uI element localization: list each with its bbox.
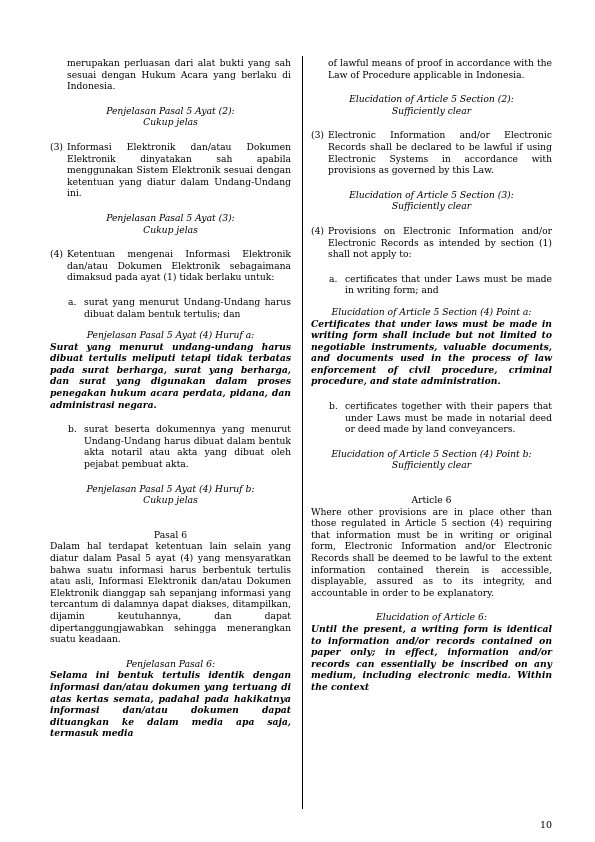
section-4 [50, 249, 291, 284]
point-b [311, 401, 552, 436]
elucidation-heading: Elucidation of Article 5 Section (3): [349, 189, 514, 201]
elucidation-text: Sufficiently clear [391, 201, 472, 213]
point-text: certificates that under Laws must be made in writing form; and [345, 273, 552, 297]
elucidation-text: Selama ini bentuk tertulis identik dengan informasi dan/atau dokumen yang tertuang di atas kertas semata, padahal pada hakikatnya informasi dan/atau dokumen dapat dituangkan ke dalam media apa saja, termasuk media [50, 670, 291, 740]
section-number: (3) [50, 141, 64, 153]
elucidation-heading: Elucidation of Article 5 Section (2): [349, 94, 514, 106]
point-text: surat beserta dokumennya yang menurut Undang-Undang harus dibuat dalam bentuk akta notaril atau akta yang dibuat oleh pejabat pembuat akta. [84, 424, 291, 471]
elucidation-heading: Penjelasan Pasal 6: [125, 658, 216, 670]
point-letter: b. [329, 401, 338, 413]
page-number: 10 [540, 820, 553, 831]
point-a [50, 297, 291, 320]
elucidation-heading: Elucidation of Article 5 Section (4) Point b: [331, 448, 532, 460]
section-number: (4) [50, 249, 64, 261]
section-3 [311, 130, 552, 176]
elucidation-text: Until the present, a writing form is identical to information and/or records contained on paper only; in effect, information and/or records can essentially be inscribed on any medium, including electronic media. Within the context [311, 623, 552, 693]
elucidation-heading: Penjelasan Pasal 5 Ayat (3): [106, 212, 235, 224]
continued-text: of lawful means of proof in accordance with the Law of Procedure applicable in Indonesia. [328, 58, 552, 81]
elucidation-heading: Elucidation of Article 6: [376, 612, 487, 624]
elucidation-text: Sufficiently clear [391, 460, 472, 472]
elucidation-text: Surat yang menurut undang-undang harus dibuat tertulis meliputi tetapi tidak terbatas pada surat berharga, surat yang berharga, dan surat yang digunakan dalam proses penegakan hukum acara perdata, pidana, dan administrasi negara. [50, 341, 291, 411]
elucidation-heading: Penjelasan Pasal 5 Ayat (4) Huruf b: [86, 483, 255, 495]
section-text: Ketentuan mengenai Informasi Elektronik dan/atau Dokumen Elektronik sebagaimana dimaksud pada ayat (1) tidak berlaku untuk: [67, 249, 291, 284]
elucidation-heading: Penjelasan Pasal 5 Ayat (4) Huruf a: [86, 330, 255, 342]
continued-text: merupakan perluasan dari alat bukti yang sah sesuai dengan Hukum Acara yang berlaku di Indonesia. [67, 58, 291, 93]
elucidation-text: Cukup jelas [143, 117, 198, 129]
point-text: certificates together with their papers that under Laws must be made in notarial deed or deed made by land conveyancers. [345, 401, 552, 436]
section-text: Provisions on Electronic Information and/or Electronic Records as intended by section (1) shall not apply to: [328, 225, 552, 261]
point-letter: a. [329, 273, 338, 285]
article-text: Where other provisions are in place other than those regulated in Article 5 section (4) requiring that information must be in writing or original form, Electronic Information and/or Electronic Records shall be deemed to be lawful to the extent information contained therein is accessible, displayable, assured as to its integrity, and accountable in order to be explanatory. [311, 506, 552, 599]
point-text: surat yang menurut Undang-Undang harus dibuat dalam bentuk tertulis; dan [84, 296, 291, 320]
article-title: Article 6 [411, 495, 452, 507]
elucidation-text: Cukup jelas [143, 495, 198, 507]
point-letter: a. [68, 296, 77, 308]
section-3 [50, 142, 291, 200]
english-column [311, 58, 552, 694]
point-letter: b. [68, 424, 77, 436]
elucidation-text: Certificates that under laws must be made in writing form shall include but not limited to negotiable instruments, valuable documents, and documents used in the process of law enforcement of civil procedure, criminal procedure, and state administration. [311, 318, 552, 388]
article-title: Pasal 6 [153, 529, 188, 541]
section-number: (4) [311, 225, 325, 237]
elucidation-heading: Penjelasan Pasal 5 Ayat (2): [106, 105, 235, 117]
point-a [311, 274, 552, 297]
elucidation-text: Sufficiently clear [391, 105, 472, 117]
elucidation-text: Cukup jelas [143, 224, 198, 236]
elucidation-heading: Elucidation of Article 5 Section (4) Point a: [331, 306, 532, 318]
point-b [50, 424, 291, 470]
section-4 [311, 226, 552, 261]
article-text: Dalam hal terdapat ketentuan lain selain yang diatur dalam Pasal 5 ayat (4) yang mensyaratkan bahwa suatu informasi harus berbentuk tertulis atau asli, Informasi Elektronik dan/atau Dokumen Elektronik dianggap sah sepanjang informasi yang tercantum di dalamnya dapat diakses, ditampilkan, dijamin keutuhannya, dan dapat dipertanggungjawabkan sehingga menerangkan suatu keadaan. [50, 541, 291, 646]
indonesian-column [50, 58, 291, 740]
column-divider [302, 56, 303, 809]
section-text: Informasi Elektronik dan/atau Dokumen Elektronik dinyatakan sah apabila menggunakan Sistem Elektronik sesuai dengan ketentuan yang diatur dalam Undang-Undang ini. [67, 141, 291, 200]
section-number: (3) [311, 130, 325, 142]
section-text: Electronic Information and/or Electronic Records shall be declared to be lawful if using Electronic Systems in accordance with provisions as governed by this Law. [328, 130, 552, 177]
